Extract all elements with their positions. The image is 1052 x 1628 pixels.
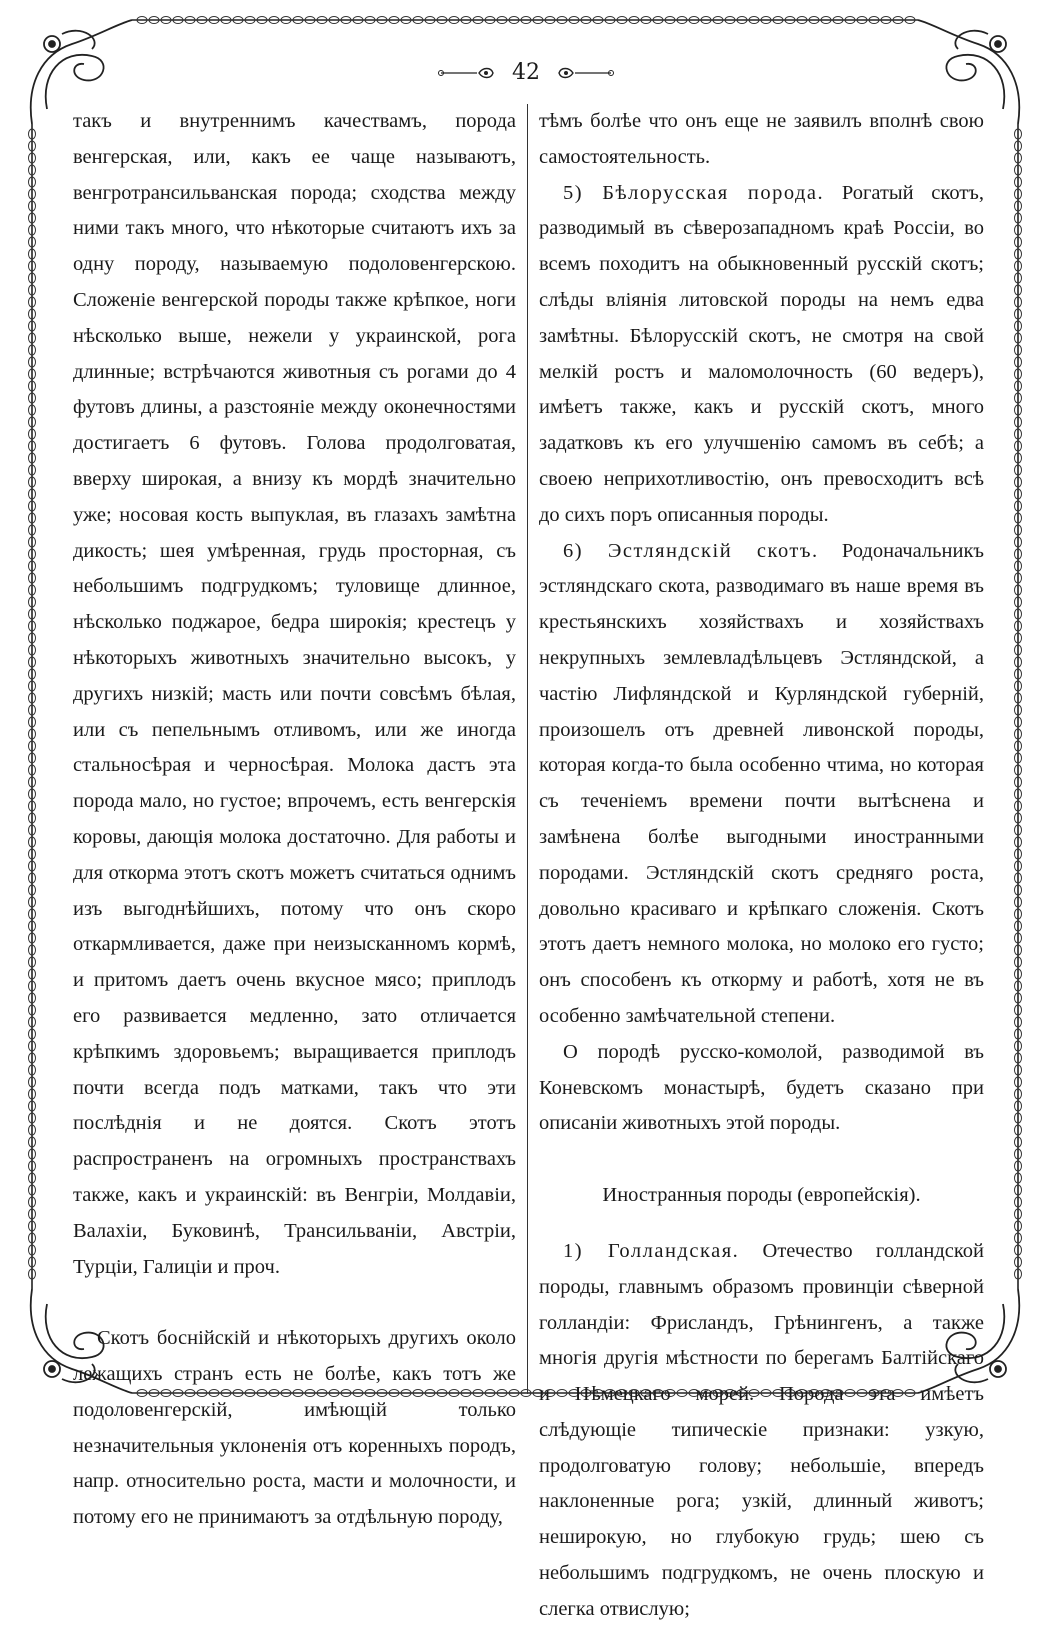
- section-body-estonian: Родоначальникъ эстляндскаго скота, разводимаго въ наше время въ крестьянскихъ хозяйствахъ и хозяйствахъ некрупныхъ землевладѣльцевъ Эстляндской, а частію Лифляндской и Курляндской губерній, произошелъ отъ древней ливонской породы, которая когда-то была особенно чтима, но которая съ теченіемъ времени почти вытѣснена и замѣнена болѣе выгодными иностранными породами. Эстляндскій скотъ средняго роста, довольно красиваго и крѣпкаго сложенія. Скотъ этотъ даетъ немного молока, но молоко его густо; онъ способенъ къ откорму и работѣ, хотя не въ особенно замѣчательной степени.: [539, 539, 984, 1027]
- page-number: 42: [512, 60, 540, 85]
- section-heading-belorussian: 5) Бѣлорусская порода.: [563, 181, 825, 204]
- right-column: [539, 104, 984, 1628]
- right-paragraph-1: тѣмъ болѣе что онъ еще не заявилъ вполнѣ свою самостоятельность.: [539, 110, 984, 168]
- paragraph-gap: [539, 1142, 984, 1178]
- header-ornament-left-icon: [437, 66, 497, 80]
- right-paragraph-konev: О породѣ русско-комолой, разводимой въ Коневскомъ монастырѣ, будетъ сказано при описаніи животныхъ этой породы.: [539, 1040, 984, 1135]
- section-body-belorussian: Рогатый скотъ, разводимый въ сѣверозападномъ краѣ Россіи, во всемъ походитъ на обыкновенный русскій скотъ; слѣды вліянія литовской породы на немъ едва замѣтны. Бѣлорусскій скотъ, не смотря на свой мелкій ростъ и маломолочность (60 ведеръ), имѣетъ также, какъ и русскій скотъ, много задатковъ къ его улучшенію самомъ въ себѣ; а своею неприхотливостію, онъ превосходитъ всѣ до сихъ поръ описанныя породы.: [539, 181, 984, 526]
- section-heading-estonian: 6) Эстляндскій скотъ.: [563, 539, 819, 562]
- section-body-dutch: Отечество голландской породы, главнымъ образомъ провинціи сѣверной голландіи: Фрисландъ, Грѣнингенъ, а также многія другія мѣстности по берегамъ Балтійскаго и Нѣмецкаго морей. Порода эта имѣетъ слѣдующіе типическіе признаки: узкую, продолговатую голову; небольшіе, впередъ наклоненные рога; узкій, длинный животъ; неширокую, но глубокую грудь; шею съ небольшимъ подгрудкомъ, не очень плоскую и слегка отвислую;: [539, 1239, 984, 1620]
- column-divider: [527, 104, 529, 1394]
- left-paragraph-1: такъ и внутреннимъ качествамъ, порода венгерская, или, какъ ее чаще называютъ, венгротрансильванская порода; сходства между ними такъ много, что нѣкоторые считаютъ ихъ за одну породу, называемую подоловенгерскою. Сложеніе венгерской породы также крѣпкое, ноги нѣсколько выше, нежели у украинской, рога длинные; встрѣчаются животныя съ рогами до 4 футовъ длины, а разстояніе между оконечностями достигаетъ 6 футовъ. Голова продолговатая, вверху широкая, а внизу къ мордѣ значительно уже; носовая кость выпуклая, въ глазахъ замѣтна дикость; шея умѣренная, грудь просторная, съ небольшимъ подгрудкомъ; туловище длинное, нѣсколько поджарое, бедра широкія; крестецъ у нѣкоторыхъ животныхъ значительно высокъ, у другихъ низкій; масть или почти совсѣмъ бѣлая, или съ пепельнымъ отливомъ, или же иногда стальносѣрая и черносѣрая. Молока дастъ эта порода мало, но густое; впрочемъ, есть венгерскія коровы, дающія молока достаточно. Для работы и для откорма этотъ скотъ можетъ считаться однимъ изъ выгоднѣйшихъ, потому что онъ скоро откармливается, даже при неизысканномъ кормѣ, и притомъ даетъ очень вкусное мясо; приплодъ его развивается медленно, зато отличается крѣпкимъ здоровьемъ; выращивается приплодъ почти всегда подъ матками, такъ что эти послѣднія и не доятся. Скотъ этотъ распространенъ на огромныхъ пространствахъ также, какъ и украинскій: въ Венгріи, Молдавіи, Валахіи, Буковинѣ, Трансильваніи, Австріи, Турціи, Галиціи и проч.: [73, 110, 516, 1278]
- left-column: [73, 104, 516, 1536]
- page-header: [0, 58, 1052, 88]
- right-paragraph-belorussian: [539, 176, 984, 534]
- right-paragraph-estonian: [539, 534, 984, 1035]
- right-paragraph-dutch: [539, 1234, 984, 1628]
- section-heading-dutch: 1) Голландская.: [563, 1239, 740, 1262]
- left-paragraph-2: Скотъ боснійскій и нѣкоторыхъ другихъ около лежащихъ странъ есть не болѣе, какъ тотъ же подоловенгерскій, имѣющій только незначительныя уклоненія отъ коренныхъ породъ, напр. относительно роста, масти и молочности, и потому его не принимаютъ за отдѣльную породу,: [73, 1327, 516, 1529]
- paragraph-gap: [539, 1214, 984, 1234]
- header-ornament-right-icon: [555, 66, 615, 80]
- paragraph-gap: [73, 1285, 516, 1321]
- subheading-foreign-breeds: Иностранныя породы (европейскія).: [602, 1184, 921, 1207]
